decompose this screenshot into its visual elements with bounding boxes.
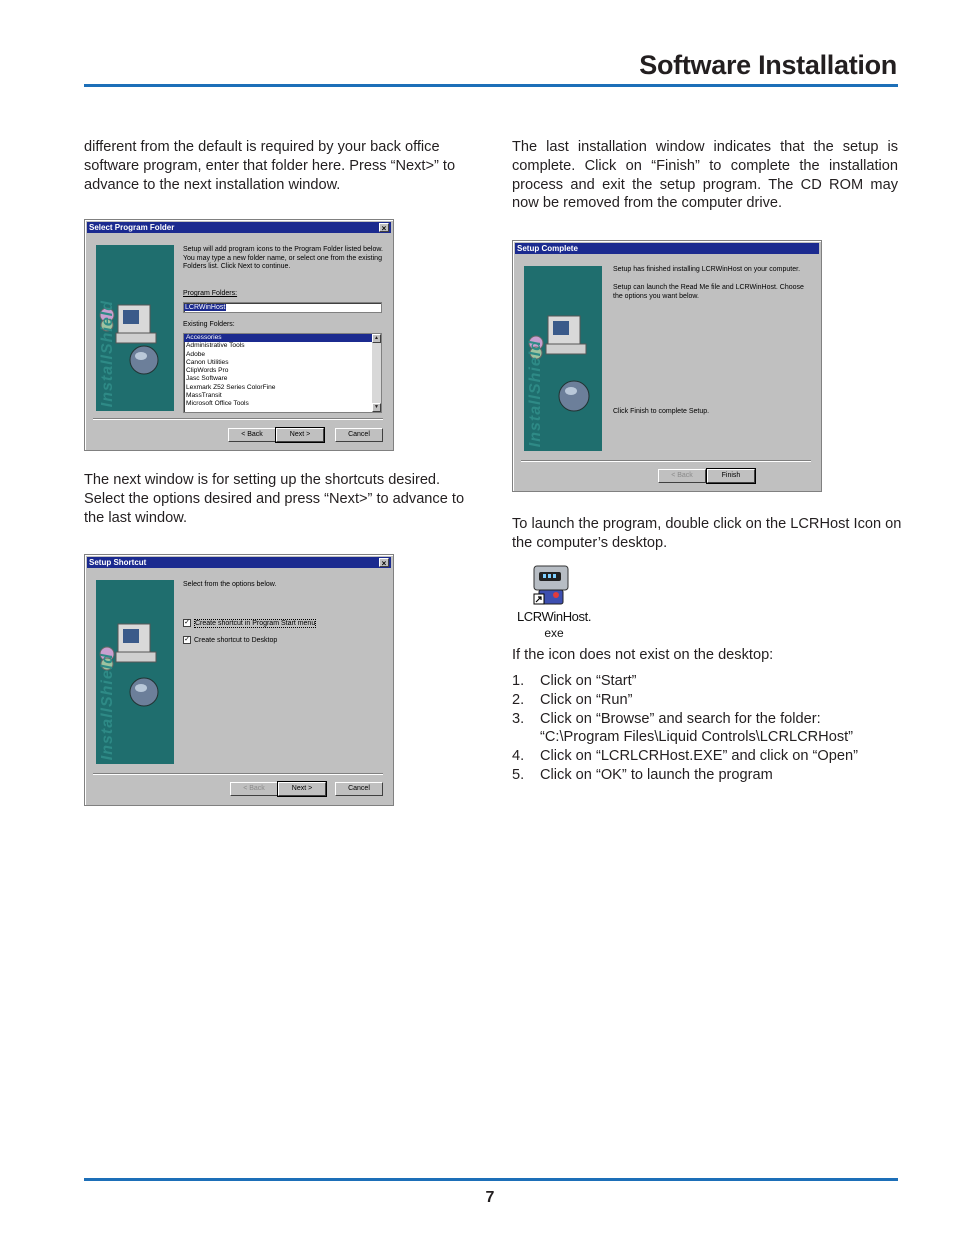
- complete-line-1: Setup has finished installing LCRWinHost on your computer.: [613, 266, 801, 273]
- step-text: Click on “Start”: [540, 673, 637, 689]
- dialog-separator: [93, 418, 383, 420]
- dialog-titlebar: [87, 557, 391, 568]
- shortcut-intro-text: Select from the options below.: [183, 581, 277, 588]
- installshield-watermark: InstallShield: [99, 652, 116, 760]
- step-number: 4.: [512, 748, 525, 765]
- step-number: 2.: [512, 691, 525, 708]
- dialog-title: Setup Complete: [517, 244, 578, 253]
- next-button[interactable]: Next >: [278, 782, 326, 796]
- cancel-button[interactable]: Cancel: [335, 782, 383, 796]
- list-item[interactable]: MassTransit: [186, 392, 222, 400]
- desktop-option-label: Create shortcut to Desktop: [194, 636, 278, 644]
- step-text: Click on “OK” to launch the program: [540, 766, 773, 783]
- list-item: [512, 728, 858, 747]
- existing-folders-label: Existing Folders:: [183, 321, 235, 328]
- installshield-watermark: InstallShield: [99, 299, 116, 407]
- program-folders-label: Program Folders:: [183, 290, 238, 297]
- select-program-folder-dialog: [84, 219, 394, 451]
- installshield-panel: [524, 266, 602, 451]
- right-paragraph-1: The last installation window indicates that the setup is complete. Click on “Finish” to complete the installation process and exit the setup program. The CD ROM may now be removed from the computer drive.: [512, 139, 898, 212]
- right-paragraph-2: To launch the program, double click on the LCRHost Icon on the computer’s desktop.: [512, 516, 902, 551]
- footer-rule: [84, 1178, 898, 1181]
- cancel-button[interactable]: Cancel: [335, 428, 383, 442]
- close-icon[interactable]: ×: [379, 223, 389, 232]
- dialog-titlebar: [515, 243, 819, 254]
- dialog-titlebar: [87, 222, 391, 233]
- page-title: Software Installation: [639, 50, 897, 80]
- step-text: Click on “LCRLCRHost.EXE” and click on “Open”: [540, 748, 858, 765]
- step-text: Click on “Browse” and search for the folder:: [540, 710, 821, 727]
- list-item[interactable]: Administrative Tools: [186, 342, 245, 350]
- list-item[interactable]: Jasc Software: [186, 375, 228, 383]
- step-number: 1.: [512, 673, 525, 689]
- page-number: 7: [485, 1189, 495, 1206]
- scroll-down-icon[interactable]: ▼: [372, 403, 381, 412]
- program-folder-value: LCRWinHost: [185, 304, 226, 311]
- close-icon[interactable]: ×: [379, 558, 389, 567]
- setup-shortcut-dialog: [84, 554, 394, 806]
- complete-line-3: Click Finish to complete Setup.: [613, 408, 710, 415]
- setup-complete-dialog: [512, 240, 822, 492]
- list-item[interactable]: ClipWords Pro: [186, 367, 229, 375]
- icon-label-line-1: LCRWinHost.: [516, 609, 592, 624]
- steps-list: [512, 672, 858, 785]
- back-button[interactable]: < Back: [658, 469, 706, 483]
- folder-intro-text: Setup will add program icons to the Program Folder listed below. You may type a new folder name, or select one from the existing Folders list. Click Next to continue.: [183, 246, 383, 270]
- lcrwinhost-desktop-icon[interactable]: [512, 563, 596, 643]
- dialog-separator: [93, 773, 383, 775]
- checkbox-checked-icon[interactable]: ✓: [184, 636, 190, 643]
- steps-intro: If the icon does not exist on the desktop:: [512, 647, 774, 663]
- list-item[interactable]: Accessories: [184, 334, 381, 342]
- finish-button[interactable]: Finish: [707, 469, 755, 483]
- back-button[interactable]: < Back: [228, 428, 276, 442]
- next-button[interactable]: Next >: [276, 428, 324, 442]
- left-paragraph-2: The next window is for setting up the shortcuts desired. Select the options desired and press “Next>” to advance to the last window.: [84, 472, 465, 526]
- start-menu-option-label: Create shortcut in Program Start menu: [195, 619, 316, 627]
- start-menu-option[interactable]: [183, 619, 383, 628]
- lcrwinhost-icon: [512, 563, 596, 613]
- scrollbar[interactable]: [372, 334, 381, 412]
- icon-label-line-2: exe: [544, 626, 564, 640]
- list-item[interactable]: Adobe: [186, 350, 206, 358]
- installshield-panel: [96, 580, 174, 764]
- list-item: [512, 766, 858, 785]
- step-text: “C:\Program Files\Liquid Controls\LCRLCRHost”: [540, 729, 854, 746]
- checkbox-checked-icon[interactable]: ✓: [184, 619, 190, 626]
- dialog-title: Select Program Folder: [89, 223, 175, 232]
- program-folder-input[interactable]: [183, 302, 382, 313]
- existing-folders-list[interactable]: [183, 333, 382, 413]
- list-item[interactable]: Microsoft Office Tools: [186, 400, 249, 408]
- list-item: [512, 691, 858, 710]
- installshield-panel: [96, 245, 174, 411]
- scroll-up-icon[interactable]: ▲: [372, 334, 381, 343]
- list-item[interactable]: Canon Utilities: [186, 358, 229, 366]
- header-rule: [84, 84, 898, 87]
- list-item[interactable]: Lexmark Z52 Series ColorFine: [186, 383, 276, 391]
- dialog-title: Setup Shortcut: [89, 558, 147, 567]
- list-item: [512, 672, 858, 691]
- step-number: 3.: [512, 710, 525, 727]
- dialog-separator: [521, 460, 811, 462]
- desktop-option[interactable]: [183, 636, 383, 645]
- left-paragraph-1: different from the default is required by your back office software program, enter that folder here. Press “Next>” to advance to the next installation window.: [84, 139, 456, 193]
- list-item: [512, 747, 858, 766]
- complete-line-2: Setup can launch the Read Me file and LCRWinHost. Choose the options you want below.: [613, 284, 804, 300]
- step-text: Click on “Run”: [540, 691, 633, 708]
- back-button[interactable]: < Back: [230, 782, 278, 796]
- step-number: 5.: [512, 766, 525, 783]
- installshield-watermark: InstallShield: [527, 339, 544, 447]
- list-item: [512, 710, 858, 729]
